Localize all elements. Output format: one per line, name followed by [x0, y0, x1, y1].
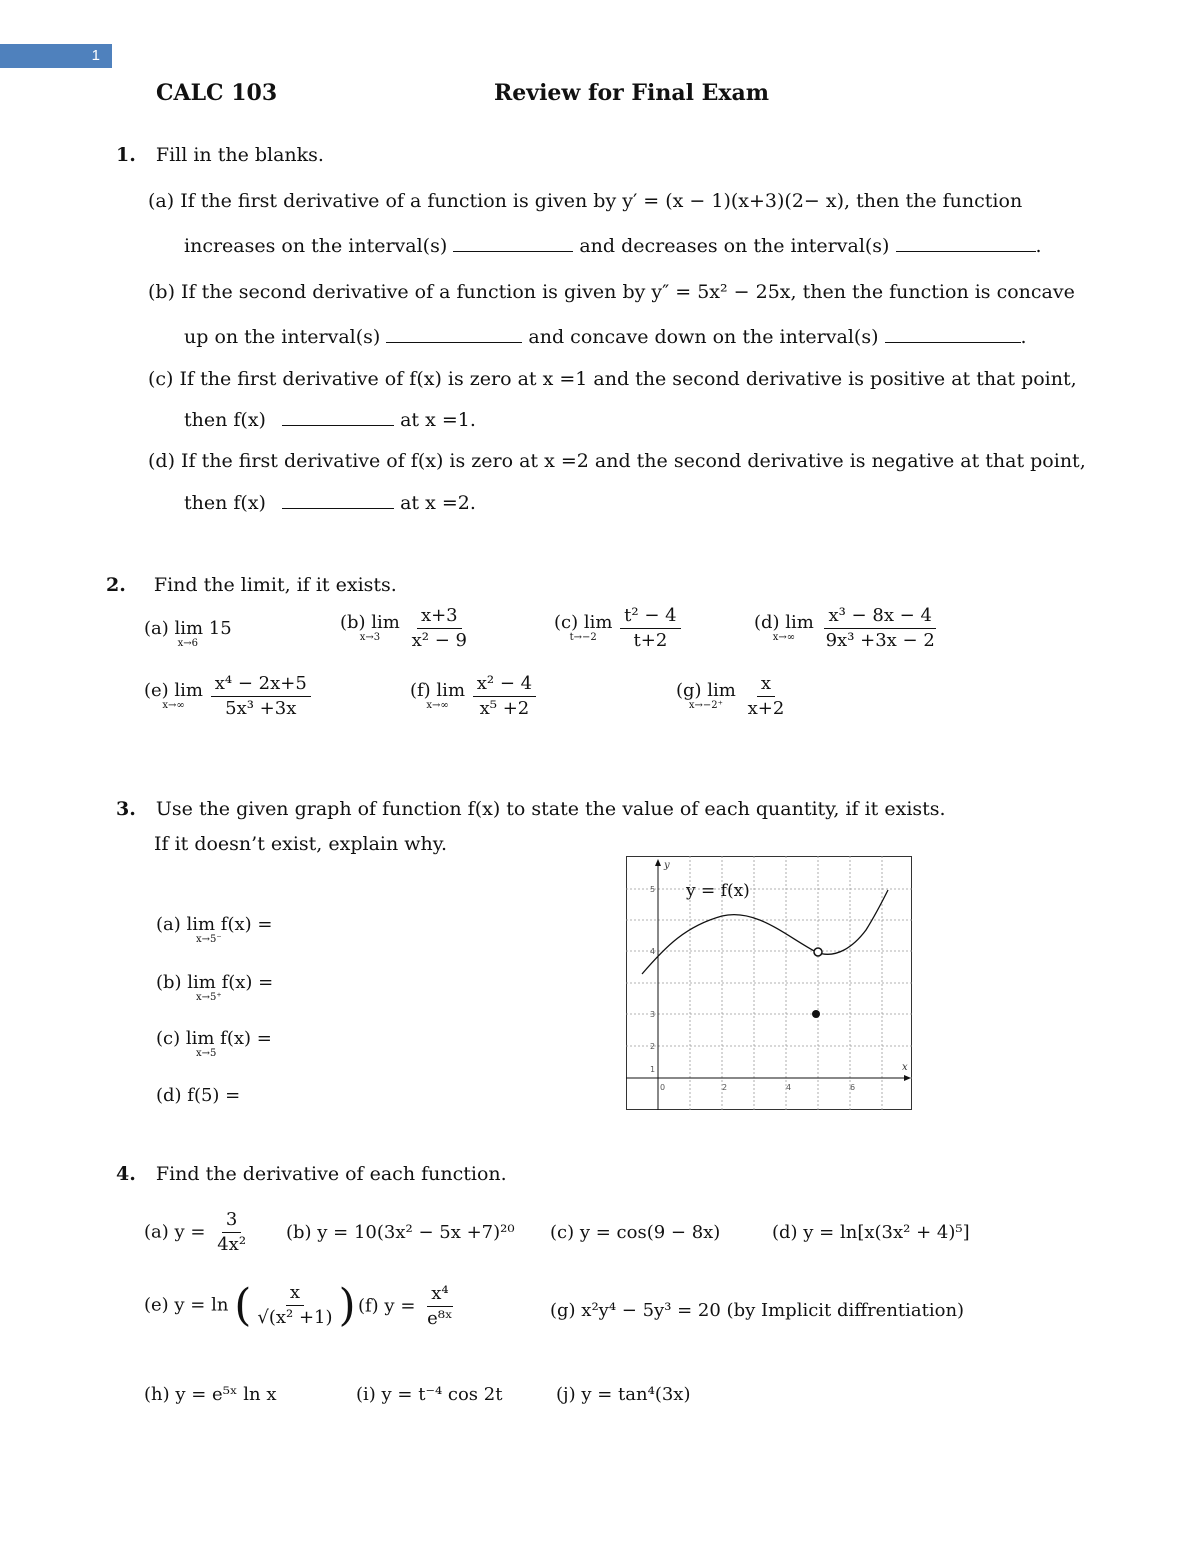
q3b-sub: x→5⁺: [196, 992, 222, 1003]
y-axis-label: y: [664, 860, 670, 871]
q1b-line2: up on the interval(s) and concave down on the interval(s) .: [184, 326, 1027, 348]
page-number: 1: [91, 47, 100, 64]
q2c-label: (c) lim: [554, 611, 613, 633]
q4e: (e) y = ln ( $\frac{x}{\text{√(x² +1)}}$ ): [144, 1280, 356, 1331]
q2e-sub: x→∞: [162, 699, 185, 711]
q3c-sub: x→5: [196, 1048, 217, 1059]
q1d-blank[interactable]: [282, 494, 394, 509]
q1a-decrease-label: and decreases on the interval(s): [579, 235, 890, 257]
y-tick-5: 5: [650, 885, 656, 894]
q2c: [554, 604, 683, 653]
q3-number: 3.: [116, 798, 136, 820]
q1c-post: at x =1.: [400, 409, 476, 431]
y-tick-2: 2: [650, 1042, 656, 1051]
q1b-up-label: up on the interval(s): [184, 326, 381, 348]
q3a-expr: (a) lim f(x) =: [156, 914, 273, 935]
q2e-label: (e) lim: [144, 679, 204, 701]
q1a-line1: (a) If the first derivative of a function is given by y′ = (x − 1)(x+3)(2− x), then the function: [148, 190, 1023, 212]
x-tick-6: 6: [850, 1083, 856, 1092]
q3b: [156, 974, 273, 1004]
q1c-label: then f(x): [184, 409, 266, 431]
q4e-pre: (e) y = ln: [144, 1294, 229, 1316]
q1a-increase-blank[interactable]: [453, 237, 573, 252]
q4j: (j) y = tan⁴(3x): [556, 1384, 691, 1405]
q3a: [156, 916, 272, 946]
open-circle-point: [814, 948, 822, 956]
x-tick-2: 2: [722, 1083, 728, 1092]
q2g: [676, 672, 790, 721]
q2g-den: x+2: [747, 698, 785, 719]
q4f-num: x⁴: [427, 1282, 452, 1307]
q1c-blank[interactable]: [282, 411, 394, 426]
q1a-line2: increases on the interval(s) and decreases on the interval(s) .: [184, 235, 1042, 257]
q2d-den: 9x³ +3x − 2: [825, 630, 935, 651]
q2d-num: x³ − 8x − 4: [824, 604, 935, 629]
q4a-num: 3: [222, 1208, 241, 1233]
q4-number: 4.: [116, 1163, 136, 1185]
q2g-sub: x→−2⁺: [688, 699, 723, 711]
page-title: Review for Final Exam: [494, 80, 770, 106]
q2b: [340, 604, 473, 653]
q2b-sub: x→3: [359, 631, 381, 643]
q4a-pre: (a) y =: [144, 1221, 206, 1243]
q1-heading: [116, 144, 324, 166]
q2g-label: (g) lim: [676, 679, 736, 701]
q4e-den: √(x² +1): [257, 1307, 333, 1328]
q2b-den: x² − 9: [411, 630, 467, 651]
q3c-expr: (c) lim f(x) =: [156, 1028, 272, 1049]
q1d-label: then f(x): [184, 492, 266, 514]
q2f-sub: x→∞: [426, 699, 449, 711]
q4a: [144, 1208, 252, 1257]
q2-number: 2.: [106, 574, 126, 596]
function-graph: [626, 856, 912, 1110]
q2e-num: x⁴ − 2x+5: [211, 672, 311, 697]
q2f-label: (f) lim: [410, 679, 466, 701]
q1b-down-blank[interactable]: [885, 328, 1021, 343]
course-code: CALC 103: [156, 80, 278, 106]
q4a-den: 4x²: [217, 1234, 247, 1255]
q1c-line1: (c) If the first derivative of f(x) is zero at x =1 and the second derivative is positive at that point,: [148, 368, 1077, 390]
q3-prompt-line2: If it doesn’t exist, explain why.: [154, 833, 448, 855]
q4i: (i) y = t⁻⁴ cos 2t: [356, 1384, 503, 1405]
q1c-line2: [184, 409, 476, 431]
q4-prompt: Find the derivative of each function.: [155, 1163, 507, 1185]
q1b-down-label: and concave down on the interval(s): [528, 326, 879, 348]
q2b-num: x+3: [417, 604, 462, 629]
x-tick-4: 4: [786, 1083, 792, 1092]
q4f-pre: (f) y =: [358, 1295, 416, 1317]
q2a: [144, 620, 232, 650]
q1b-up-blank[interactable]: [386, 328, 522, 343]
page-number-tab: [0, 44, 112, 68]
q2e-den: 5x³ +3x: [225, 698, 297, 719]
q3d: (d) f(5) =: [156, 1085, 241, 1106]
q4d: (d) y = ln[x(3x² + 4)⁵]: [772, 1222, 970, 1243]
q1b-line1: (b) If the second derivative of a function is given by y″ = 5x² − 25x, then the function is concave: [148, 281, 1075, 303]
q4b: (b) y = 10(3x² − 5x +7)²⁰: [286, 1222, 515, 1243]
q4-heading: [116, 1163, 507, 1185]
q3-prompt-line1: Use the given graph of function f(x) to state the value of each quantity, if it exists.: [155, 798, 946, 820]
filled-point: [812, 1010, 820, 1018]
q3c: [156, 1030, 272, 1060]
graph-function-label: y = f(x): [686, 881, 750, 901]
q1d-post: at x =2.: [400, 492, 476, 514]
q2d: [754, 604, 941, 653]
y-tick-1: 1: [650, 1065, 656, 1074]
q1a-decrease-blank[interactable]: [896, 237, 1036, 252]
q2a-expr: (a) lim 15: [144, 618, 232, 639]
q2f-num: x² − 4: [473, 672, 536, 697]
q2c-num: t² − 4: [620, 604, 680, 629]
y-tick-3: 3: [650, 1010, 656, 1019]
q4g: (g) x²y⁴ − 5y³ = 20 (by Implicit diffrentiation): [550, 1300, 965, 1321]
q2b-label: (b) lim: [340, 611, 400, 633]
x-tick-0: 0: [660, 1083, 666, 1092]
q4h: (h) y = e⁵ˣ ln x: [144, 1384, 277, 1405]
q4f-den: e⁸ˣ: [427, 1308, 453, 1329]
q2-prompt: Find the limit, if it exists.: [153, 574, 397, 596]
x-axis-label: x: [902, 1062, 908, 1073]
q1-prompt: Fill in the blanks.: [155, 144, 324, 166]
q2-heading: [106, 574, 397, 596]
q3a-sub: x→5⁻: [196, 934, 222, 945]
q2d-label: (d) lim: [754, 611, 814, 633]
q1-number: 1.: [116, 144, 136, 166]
q4c: (c) y = cos(9 − 8x): [550, 1222, 721, 1243]
q1d-line2: [184, 492, 476, 514]
q2a-sub: x→6: [177, 638, 199, 649]
y-tick-4: 4: [650, 947, 656, 956]
q4f: [358, 1282, 459, 1331]
q1d-line1: (d) If the first derivative of f(x) is zero at x =2 and the second derivative is negative at that point,: [148, 450, 1086, 472]
q1a-increase-label: increases on the interval(s): [184, 235, 448, 257]
q2c-sub: t→−2: [569, 631, 597, 643]
q4e-num: x: [286, 1281, 304, 1306]
q2d-sub: x→∞: [772, 631, 796, 643]
q2f-den: x⁵ +2: [479, 698, 530, 719]
q2e: [144, 672, 313, 721]
q2c-den: t+2: [633, 630, 668, 651]
q2f: [410, 672, 538, 721]
q2g-num: x: [757, 672, 775, 697]
q3b-expr: (b) lim f(x) =: [156, 972, 274, 993]
q3-heading: [116, 798, 946, 820]
